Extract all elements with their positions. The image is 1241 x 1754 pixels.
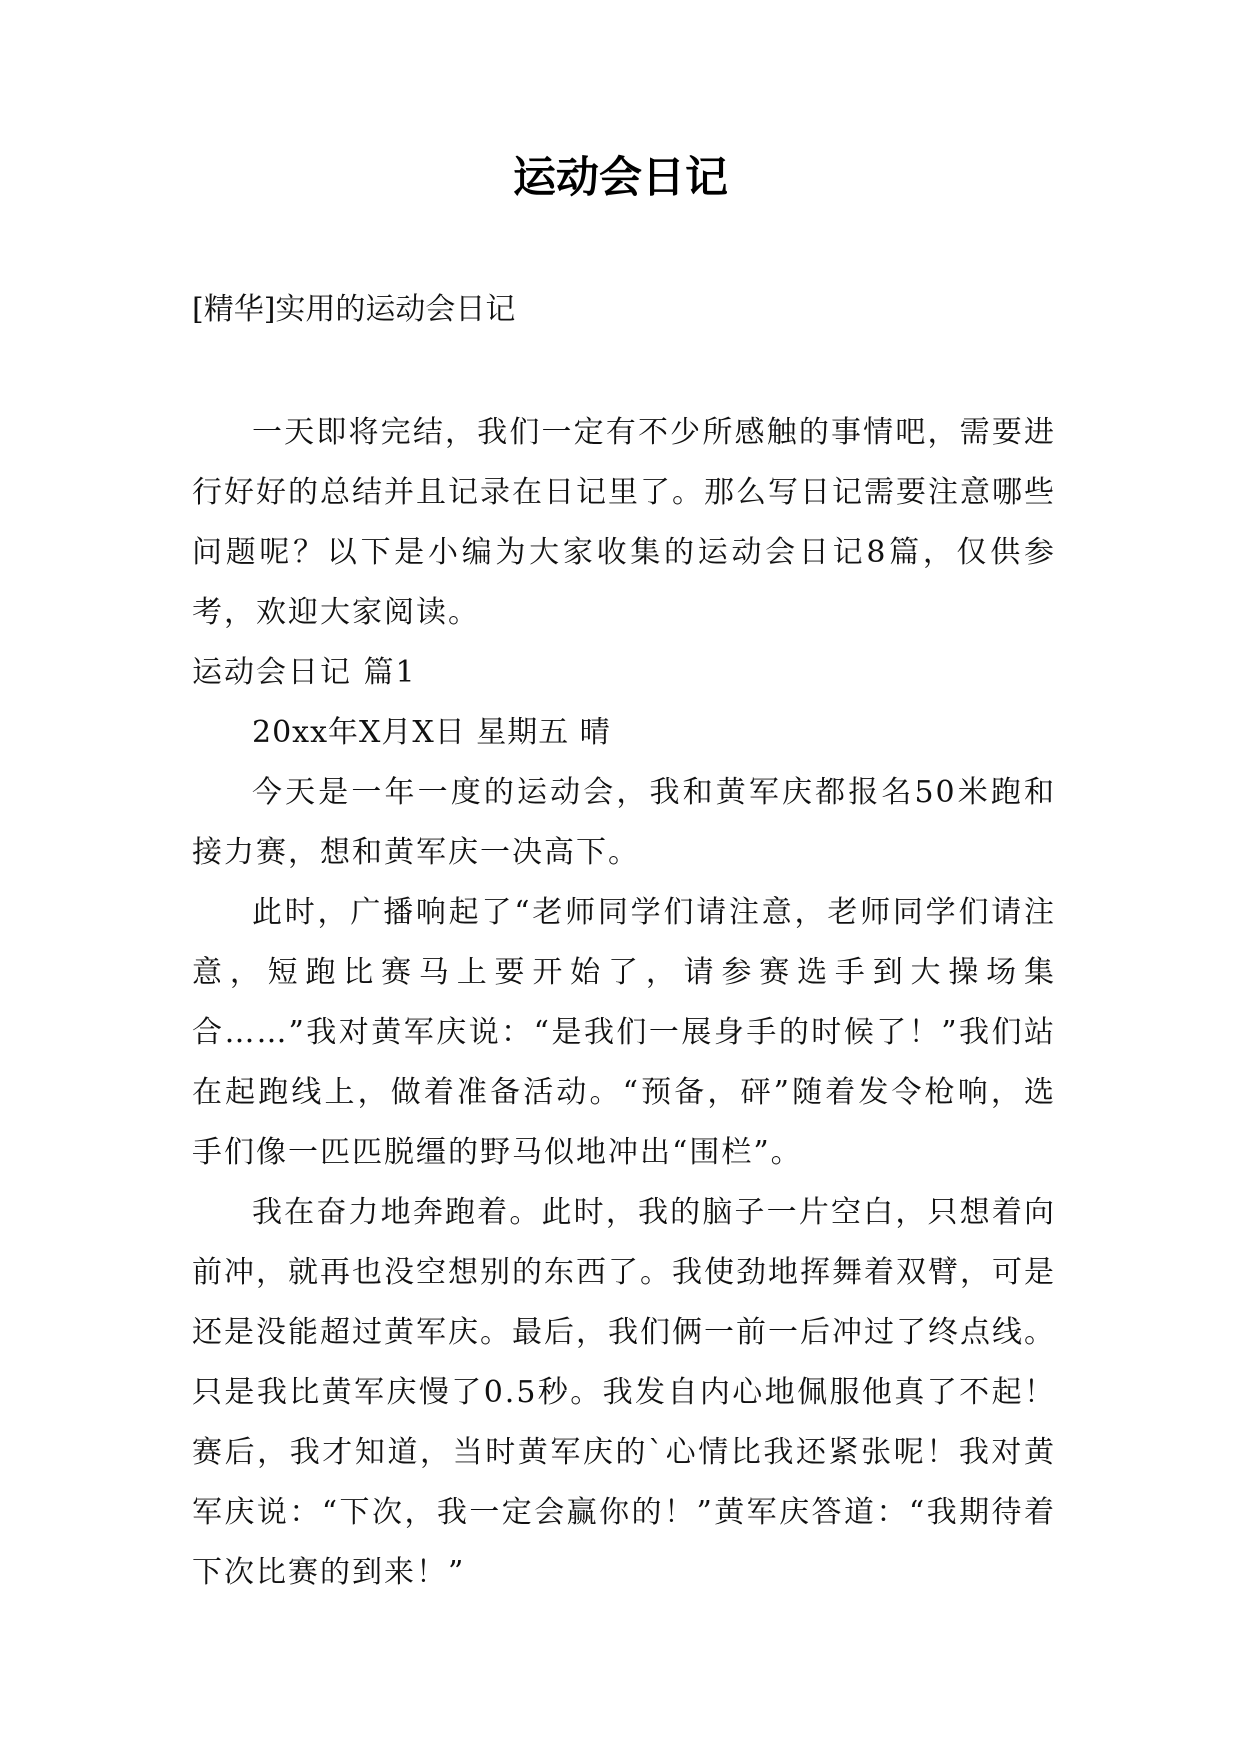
document-body	[192, 403, 1056, 1603]
body-paragraph: 今天是一年一度的运动会，我和黄军庆都报名50米跑和接力赛，想和黄军庆一决高下。	[192, 775, 1056, 870]
document-subtitle: [精华]实用的运动会日记	[192, 292, 516, 327]
document-title: 运动会日记	[513, 153, 728, 203]
body-paragraph: 此时，广播响起了“老师同学们请注意，老师同学们请注意，短跑比赛马上要开始了，请参赛选手到大操场集合……”我对黄军庆说：“是我们一展身手的时候了！”我们站在起跑线上，做着准备活动。“预备，砰”随着发令枪响，选手们像一匹匹脱缰的野马似地冲出“围栏”。	[192, 895, 1056, 1170]
body-paragraph: 我在奋力地奔跑着。此时，我的脑子一片空白，只想着向前冲，就再也没空想别的东西了。我使劲地挥舞着双臂，可是还是没能超过黄军庆。最后，我们俩一前一后冲过了终点线。只是我比黄军庆慢了0.5秒。我发自内心地佩服他真了不起！赛后，我才知道，当时黄军庆的`心情比我还紧张呢！我对黄军庆说：“下次，我一定会赢你的！”黄军庆答道：“我期待着下次比赛的到来！”	[192, 1195, 1056, 1590]
section-heading: 运动会日记 篇1	[192, 655, 417, 690]
diary-dateline: 20xx年X月X日 星期五 晴	[252, 715, 611, 750]
intro-paragraph: 一天即将完结，我们一定有不少所感触的事情吧，需要进行好好的总结并且记录在日记里了。那么写日记需要注意哪些问题呢？以下是小编为大家收集的运动会日记8篇，仅供参考，欢迎大家阅读。	[192, 415, 1056, 630]
